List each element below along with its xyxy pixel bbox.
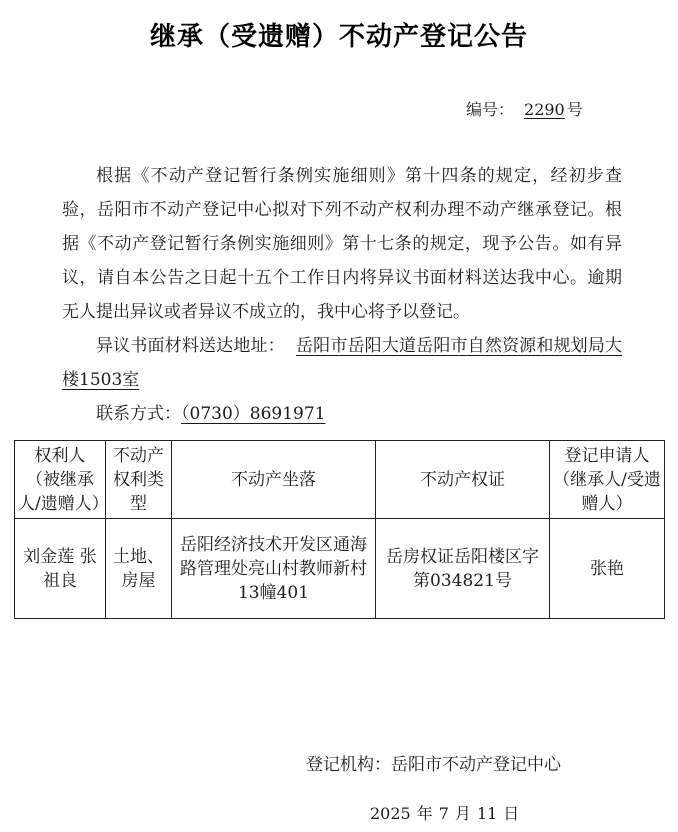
document-number-value: 2290 <box>524 100 565 119</box>
document-number <box>466 97 583 120</box>
contact-phone: （0730）8691971 <box>181 404 326 424</box>
date-year: 2025 <box>370 804 411 823</box>
contact-info <box>62 397 622 431</box>
date-year-unit: 年 <box>416 804 433 823</box>
table-row <box>15 519 665 619</box>
date-day: 11 <box>476 804 498 823</box>
date-day-unit: 日 <box>503 804 520 823</box>
header-right-type: 不动产权利类型 <box>106 441 172 519</box>
contact-label: 联系方式： <box>96 404 181 424</box>
header-location: 不动产坐落 <box>172 441 376 519</box>
objection-address-value: 岳阳市岳阳大道岳阳市自然资源和规划局大楼1503室 <box>62 336 623 390</box>
header-applicant: 登记申请人（继承人/受遗赠人） <box>550 441 665 519</box>
notice-date <box>370 801 525 824</box>
authority-label: 登记机构： <box>306 755 391 775</box>
document-number-suffix: 号 <box>566 100 583 119</box>
header-certificate: 不动产权证 <box>376 441 550 519</box>
notice-body <box>62 159 622 431</box>
cell-location: 岳阳经济技术开发区通海路管理处亮山村教师新村13幢401 <box>172 519 376 619</box>
document-number-label: 编号： <box>466 100 515 119</box>
cell-right-holder: 刘金莲 张祖良 <box>15 519 106 619</box>
page-title: 继承（受遗赠）不动产登记公告 <box>149 22 528 52</box>
authority-name: 岳阳市不动产登记中心 <box>391 755 561 775</box>
cell-certificate: 岳房权证岳阳楼区字第034821号 <box>376 519 550 619</box>
table-header-row <box>15 441 665 519</box>
registration-table <box>14 440 665 619</box>
header-right-holder: 权利人（被继承人/遗赠人） <box>15 441 106 519</box>
objection-address-label: 异议书面材料送达地址： <box>96 336 285 356</box>
date-month-unit: 月 <box>454 804 471 823</box>
objection-address <box>62 329 622 397</box>
date-month: 7 <box>438 804 449 823</box>
notice-paragraph: 根据《不动产登记暂行条例实施细则》第十四条的规定，经初步查验，岳阳市不动产登记中心拟对下列不动产权利办理不动产继承登记。根据《不动产登记暂行条例实施细则》第十七条的规定，现予公告。如有异议，请自本公告之日起十五个工作日内将异议书面材料送达我中心。逾期无人提出异议或者异议不成立的，我中心将予以登记。 <box>62 166 622 322</box>
cell-right-type: 土地、房屋 <box>106 519 172 619</box>
cell-applicant: 张艳 <box>550 519 665 619</box>
registration-authority <box>306 750 561 775</box>
